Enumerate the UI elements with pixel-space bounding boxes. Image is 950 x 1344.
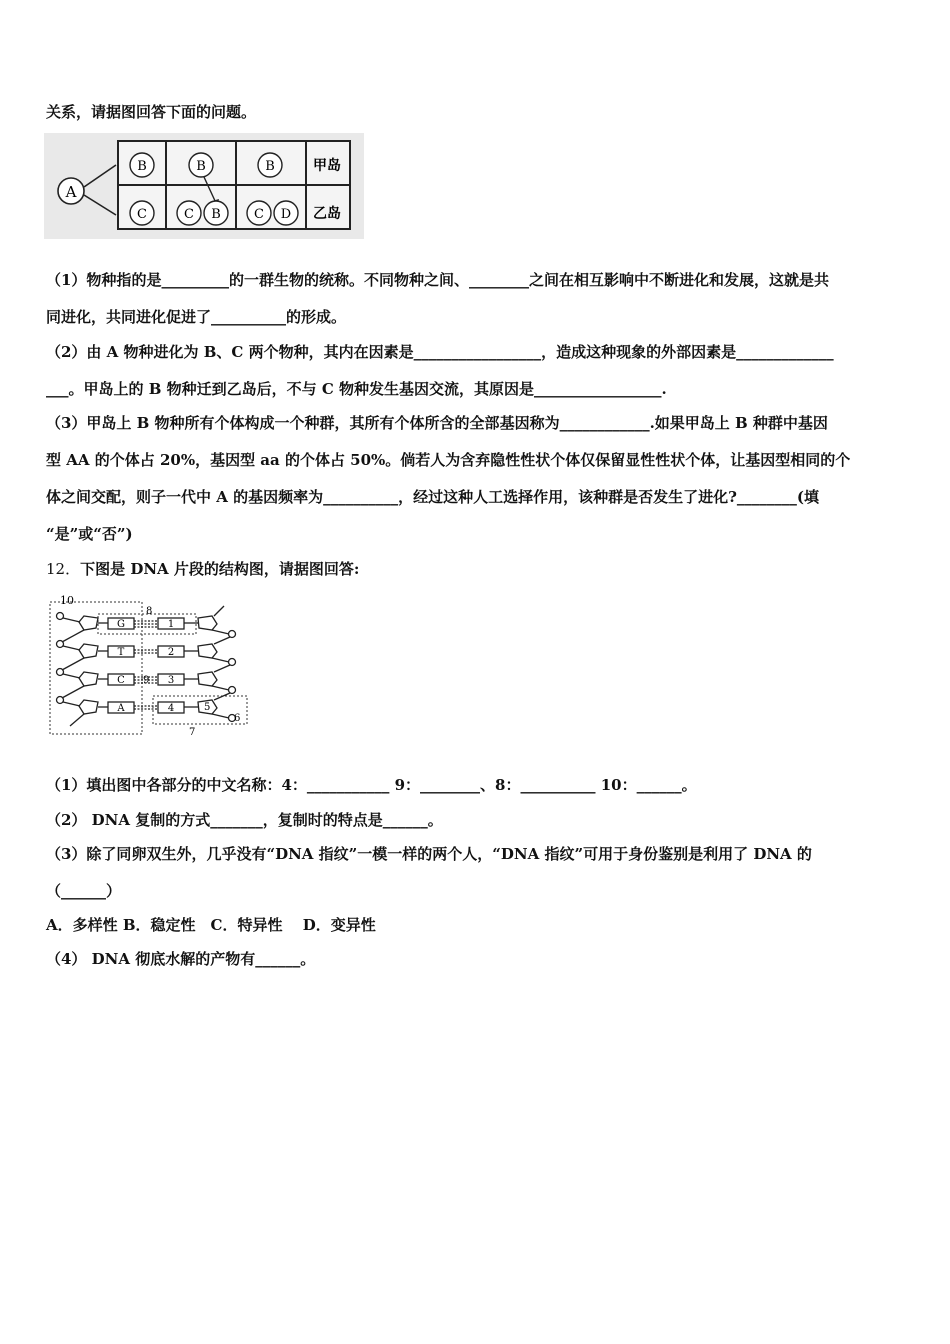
q11-line-5: （3）甲岛上 B 物种所有个体构成一个种群，其所有个体所含的全部基因称为____________.如果甲岛上 B 种群中基因 xyxy=(46,414,828,432)
q12-line-6: （4） DNA 彻底水解的产物有______。 xyxy=(46,950,316,968)
base-c-label: C xyxy=(117,675,125,686)
label-10: 10 xyxy=(60,594,74,607)
base-a-label: A xyxy=(117,703,125,714)
label-6: 6 xyxy=(234,713,241,724)
species-b-label: B xyxy=(211,207,221,222)
question-title: 下图是 DNA 片段的结构图，请据图回答: xyxy=(80,560,360,578)
species-b-label: B xyxy=(265,159,275,174)
q11-line-2: 同进化，共同进化促进了__________的形成。 xyxy=(46,308,347,326)
island-yi-label: 乙岛 xyxy=(313,206,341,222)
q11-line-4: ___。甲岛上的 B 物种迁到乙岛后，不与 C 物种发生基因交流，其原因是_________________. xyxy=(46,380,667,398)
label-8: 8 xyxy=(146,606,153,617)
species-c-label: C xyxy=(184,207,194,222)
intro-text: 关系，请据图回答下面的问题。 xyxy=(46,103,257,121)
base-g-label: G xyxy=(117,619,125,630)
species-b-label: B xyxy=(196,159,206,174)
q12-line-4: （______） xyxy=(46,882,122,900)
question-number: 12． xyxy=(46,560,81,578)
q12-heading xyxy=(46,559,359,579)
island-evolution-figure xyxy=(44,133,364,239)
label-7: 7 xyxy=(189,727,196,738)
species-b-label: B xyxy=(137,159,147,174)
species-c-label: C xyxy=(254,207,264,222)
dna-structure-figure xyxy=(46,594,252,739)
label-5: 5 xyxy=(204,702,211,713)
q11-line-7: 体之间交配，则子一代中 A 的基因频率为__________，经过这种人工选择作用，该种群是否发生了进化?________(填 xyxy=(46,488,819,506)
label-2: 2 xyxy=(167,647,175,658)
q12-line-1: （1）填出图中各部分的中文名称：4：___________ 9：________、8：__________ 10：______。 xyxy=(46,776,697,794)
label-9: 9 xyxy=(143,675,150,686)
species-c-label: C xyxy=(137,207,147,222)
q12-line-3: （3）除了同卵双生外，几乎没有“DNA 指纹”一模一样的两个人，“DNA 指纹”可用于身份鉴别是利用了 DNA 的 xyxy=(46,845,812,863)
q12-options: A．多样性 B．稳定性 C．特异性 D．变异性 xyxy=(46,916,376,934)
island-jia-label: 甲岛 xyxy=(313,158,341,174)
q11-line-3: （2）由 A 物种进化为 B、C 两个物种，其内在因素是_________________，造成这种现象的外部因素是_____________ xyxy=(46,343,834,361)
species-d-label: D xyxy=(280,207,292,222)
q11-line-1: （1）物种指的是_________的一群生物的统称。不同物种之间、________之间在相互影响中不断进化和发展，这就是共 xyxy=(46,271,829,289)
q12-line-2: （2） DNA 复制的方式_______，复制时的特点是______。 xyxy=(46,811,443,829)
q11-line-6: 型 AA 的个体占 20%，基因型 aa 的个体占 50%。倘若人为含弃隐性性状个体仅保留显性性状个体，让基因型相同的个 xyxy=(46,451,851,469)
label-1: 1 xyxy=(167,619,175,630)
q11-line-8: “是”或“否”) xyxy=(46,525,133,543)
label-4: 4 xyxy=(167,703,175,714)
base-t-label: T xyxy=(117,647,125,658)
species-a-label: A xyxy=(65,183,77,201)
label-3: 3 xyxy=(167,675,175,686)
